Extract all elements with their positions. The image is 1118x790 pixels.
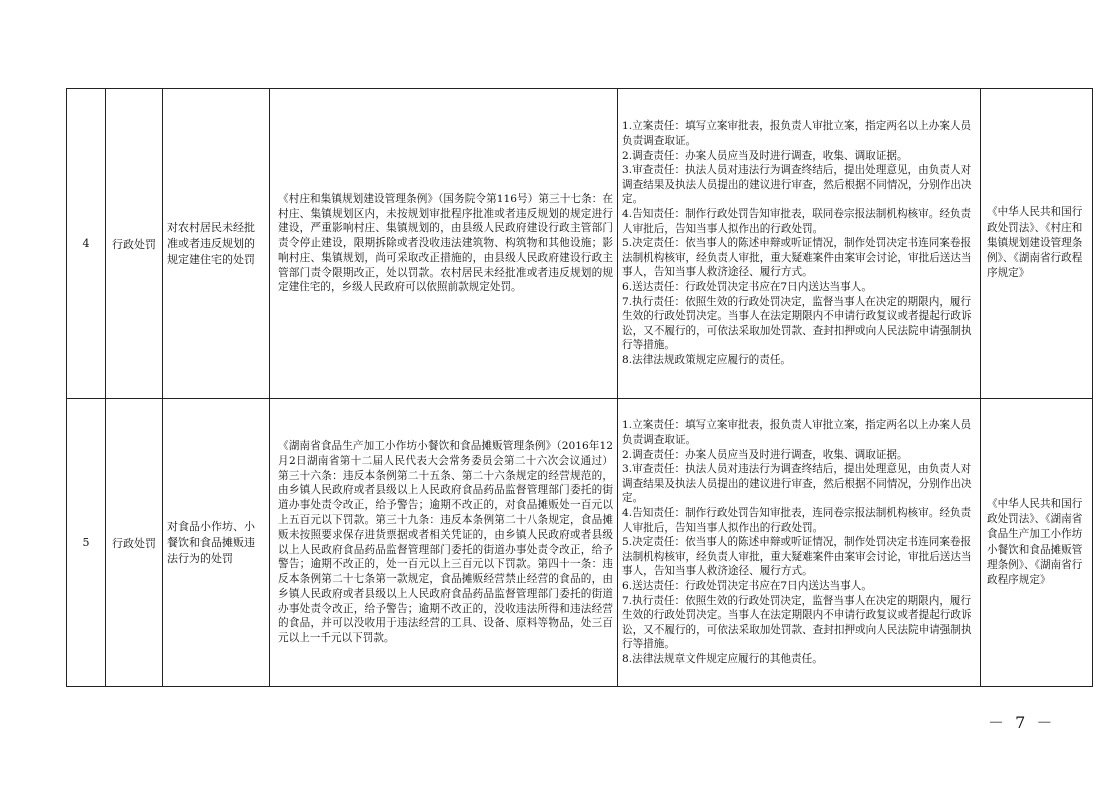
responsibility-item: 5.决定责任：依当事人的陈述申辩或听证情况，制作处罚决定书连同案卷报法制机构核审，经负责人审批，重大疑难案件由案审会讨论，审批后送达当事人，告知当事人救济途径、履行方式。 — [622, 536, 972, 578]
table-row — [67, 89, 1093, 399]
legal-basis: 《湖南省食品生产加工小作坊小餐饮和食品摊贩管理条例》（2016年12月2日湖南省第十二届人民代表大会常务委员会第二十六次会议通过）第三十六条：违反本条例第二十五条、第二十六条规定的经营规范的，由乡镇人民政府或者县级以上人民政府食品药品监督管理部门委托的街道办事处责令改正，给予警告；逾期不改正的，对食品摊贩处一百元以上五百元以下罚款。第三十九条：违反本条例第二十八条规定，食品摊贩未按照要求保存进货票据或者相关凭证的，由乡镇人民政府或者县级以上人民政府食品药品监督管理部门委托的街道办事处责令改正，给予警告；逾期不改正的，处一百元以上三百元以下罚款。第四十一条：违反本条例第二十七条第一款规定，食品摊贩经营禁止经营的食品的，由乡镇人民政府或者县级以上人民政府食品药品监督管理部门委托的街道办事处责令改正，给予警告；逾期不改正的，没收违法所得和违法经营的食品，并可以没收用于违法经营的工具、设备、原料等物品，处三百元以上一千元以下罚款。 — [270, 399, 618, 687]
row-number: 4 — [67, 89, 106, 399]
table-row — [67, 399, 1093, 687]
power-item-name: 对农村居民未经批准或者违反规划的规定建住宅的处罚 — [163, 89, 270, 399]
responsibility-item: 7.执行责任：依照生效的行政处罚决定，监督当事人在决定的期限内，履行生效的行政处罚决定。当事人在法定期限内不申请行政复议或者提起行政诉讼，又不履行的，可依法采取加处罚款、查封扣押或向人民法院申请强制执行等措施。 — [622, 295, 972, 352]
row-number: 5 — [67, 399, 106, 687]
page-number: － 7 － — [988, 713, 1056, 732]
responsibility-item: 4.告知责任：制作行政处罚告知审批表，联同卷宗报法制机构核审。经负责人审批后，告知当事人拟作出的行政处罚。 — [622, 208, 972, 235]
responsibility-item: 7.执行责任：依照生效的行政处罚决定，监督当事人在决定的期限内，履行生效的行政处罚决定。当事人在法定期限内不申请行政复议或者提起行政诉讼，又不履行的，可依法采取加处罚款、查封扣押或向人民法院申请强制执行等措施。 — [622, 594, 972, 651]
responsibility-item: 1.立案责任：填写立案审批表，报负责人审批立案，指定两名以上办案人员负责调查取证。 — [622, 120, 972, 148]
responsibility-item: 6.送达责任：行政处罚决定书应在7日内送达当事人。 — [622, 579, 872, 592]
responsibility-item: 3.审查责任：执法人员对违法行为调查终结后，提出处理意见，由负责人对调查结果及执法人员提出的建议进行审查，然后根据不同情况，分别作出决定。 — [622, 164, 972, 206]
responsibility-list — [618, 89, 981, 399]
responsibility-table — [66, 88, 1093, 687]
responsibility-item: 4.告知责任：制作行政处罚告知审批表，连同卷宗报法制机构核审。经负责人审批后，告知当事人拟作出的行政处罚。 — [622, 507, 972, 534]
reference-laws: 《中华人民共和国行政处罚法》、《湖南省食品生产加工小作坊小餐饮和食品摊贩管理条例》、《湖南省行政程序规定》 — [981, 399, 1093, 687]
reference-laws: 《中华人民共和国行政处罚法》、《村庄和集镇规划建设管理条例》、《湖南省行政程序规定》 — [981, 89, 1093, 399]
responsibility-item: 5.决定责任：依当事人的陈述申辩或听证情况，制作处罚决定书连同案卷报法制机构核审，经负责人审批，重大疑难案件由案审会讨论，审批后送达当事人，告知当事人救济途径、履行方式。 — [622, 237, 972, 279]
responsibility-item: 6.送达责任：行政处罚决定书应在7日内送达当事人。 — [622, 280, 872, 293]
power-category: 行政处罚 — [106, 399, 163, 687]
responsibility-item: 8.法律法规章文件规定应履行的其他责任。 — [622, 652, 823, 665]
power-category: 行政处罚 — [106, 89, 163, 399]
responsibility-item: 2.调查责任：办案人员应当及时进行调查，收集、调取证据。 — [622, 448, 908, 461]
responsibility-list — [618, 399, 981, 687]
responsibility-item: 2.调查责任：办案人员应当及时进行调查，收集、调取证据。 — [622, 149, 908, 162]
responsibility-item: 8.法律法规政策规定应履行的责任。 — [622, 353, 792, 366]
responsibility-item: 1.立案责任：填写立案审批表，报负责人审批立案，指定两名以上办案人员负责调查取证。 — [622, 419, 972, 447]
responsibility-item: 3.审查责任：执法人员对违法行为调查终结后，提出处理意见，由负责人对调查结果及执法人员提出的建议进行审查，然后根据不同情况，分别作出决定。 — [622, 463, 972, 505]
power-item-name: 对食品小作坊、小餐饮和食品摊贩违法行为的处罚 — [163, 399, 270, 687]
legal-basis: 《村庄和集镇规划建设管理条例》（国务院令第116号）第三十七条：在村庄、集镇规划区内，未按规划审批程序批准或者违反规划的规定进行建设，严重影响村庄、集镇规划的，由县级人民政府建设行政主管部门责令停止建设，限期拆除或者没收违法建筑物、构筑物和其他设施；影响村庄、集镇规划，尚可采取改正措施的，由县级人民政府建设行政主管部门责令限期改正，处以罚款。农村居民未经批准或者违反规划的规定建住宅的，乡级人民政府可以依照前款规定处罚。 — [270, 89, 618, 399]
